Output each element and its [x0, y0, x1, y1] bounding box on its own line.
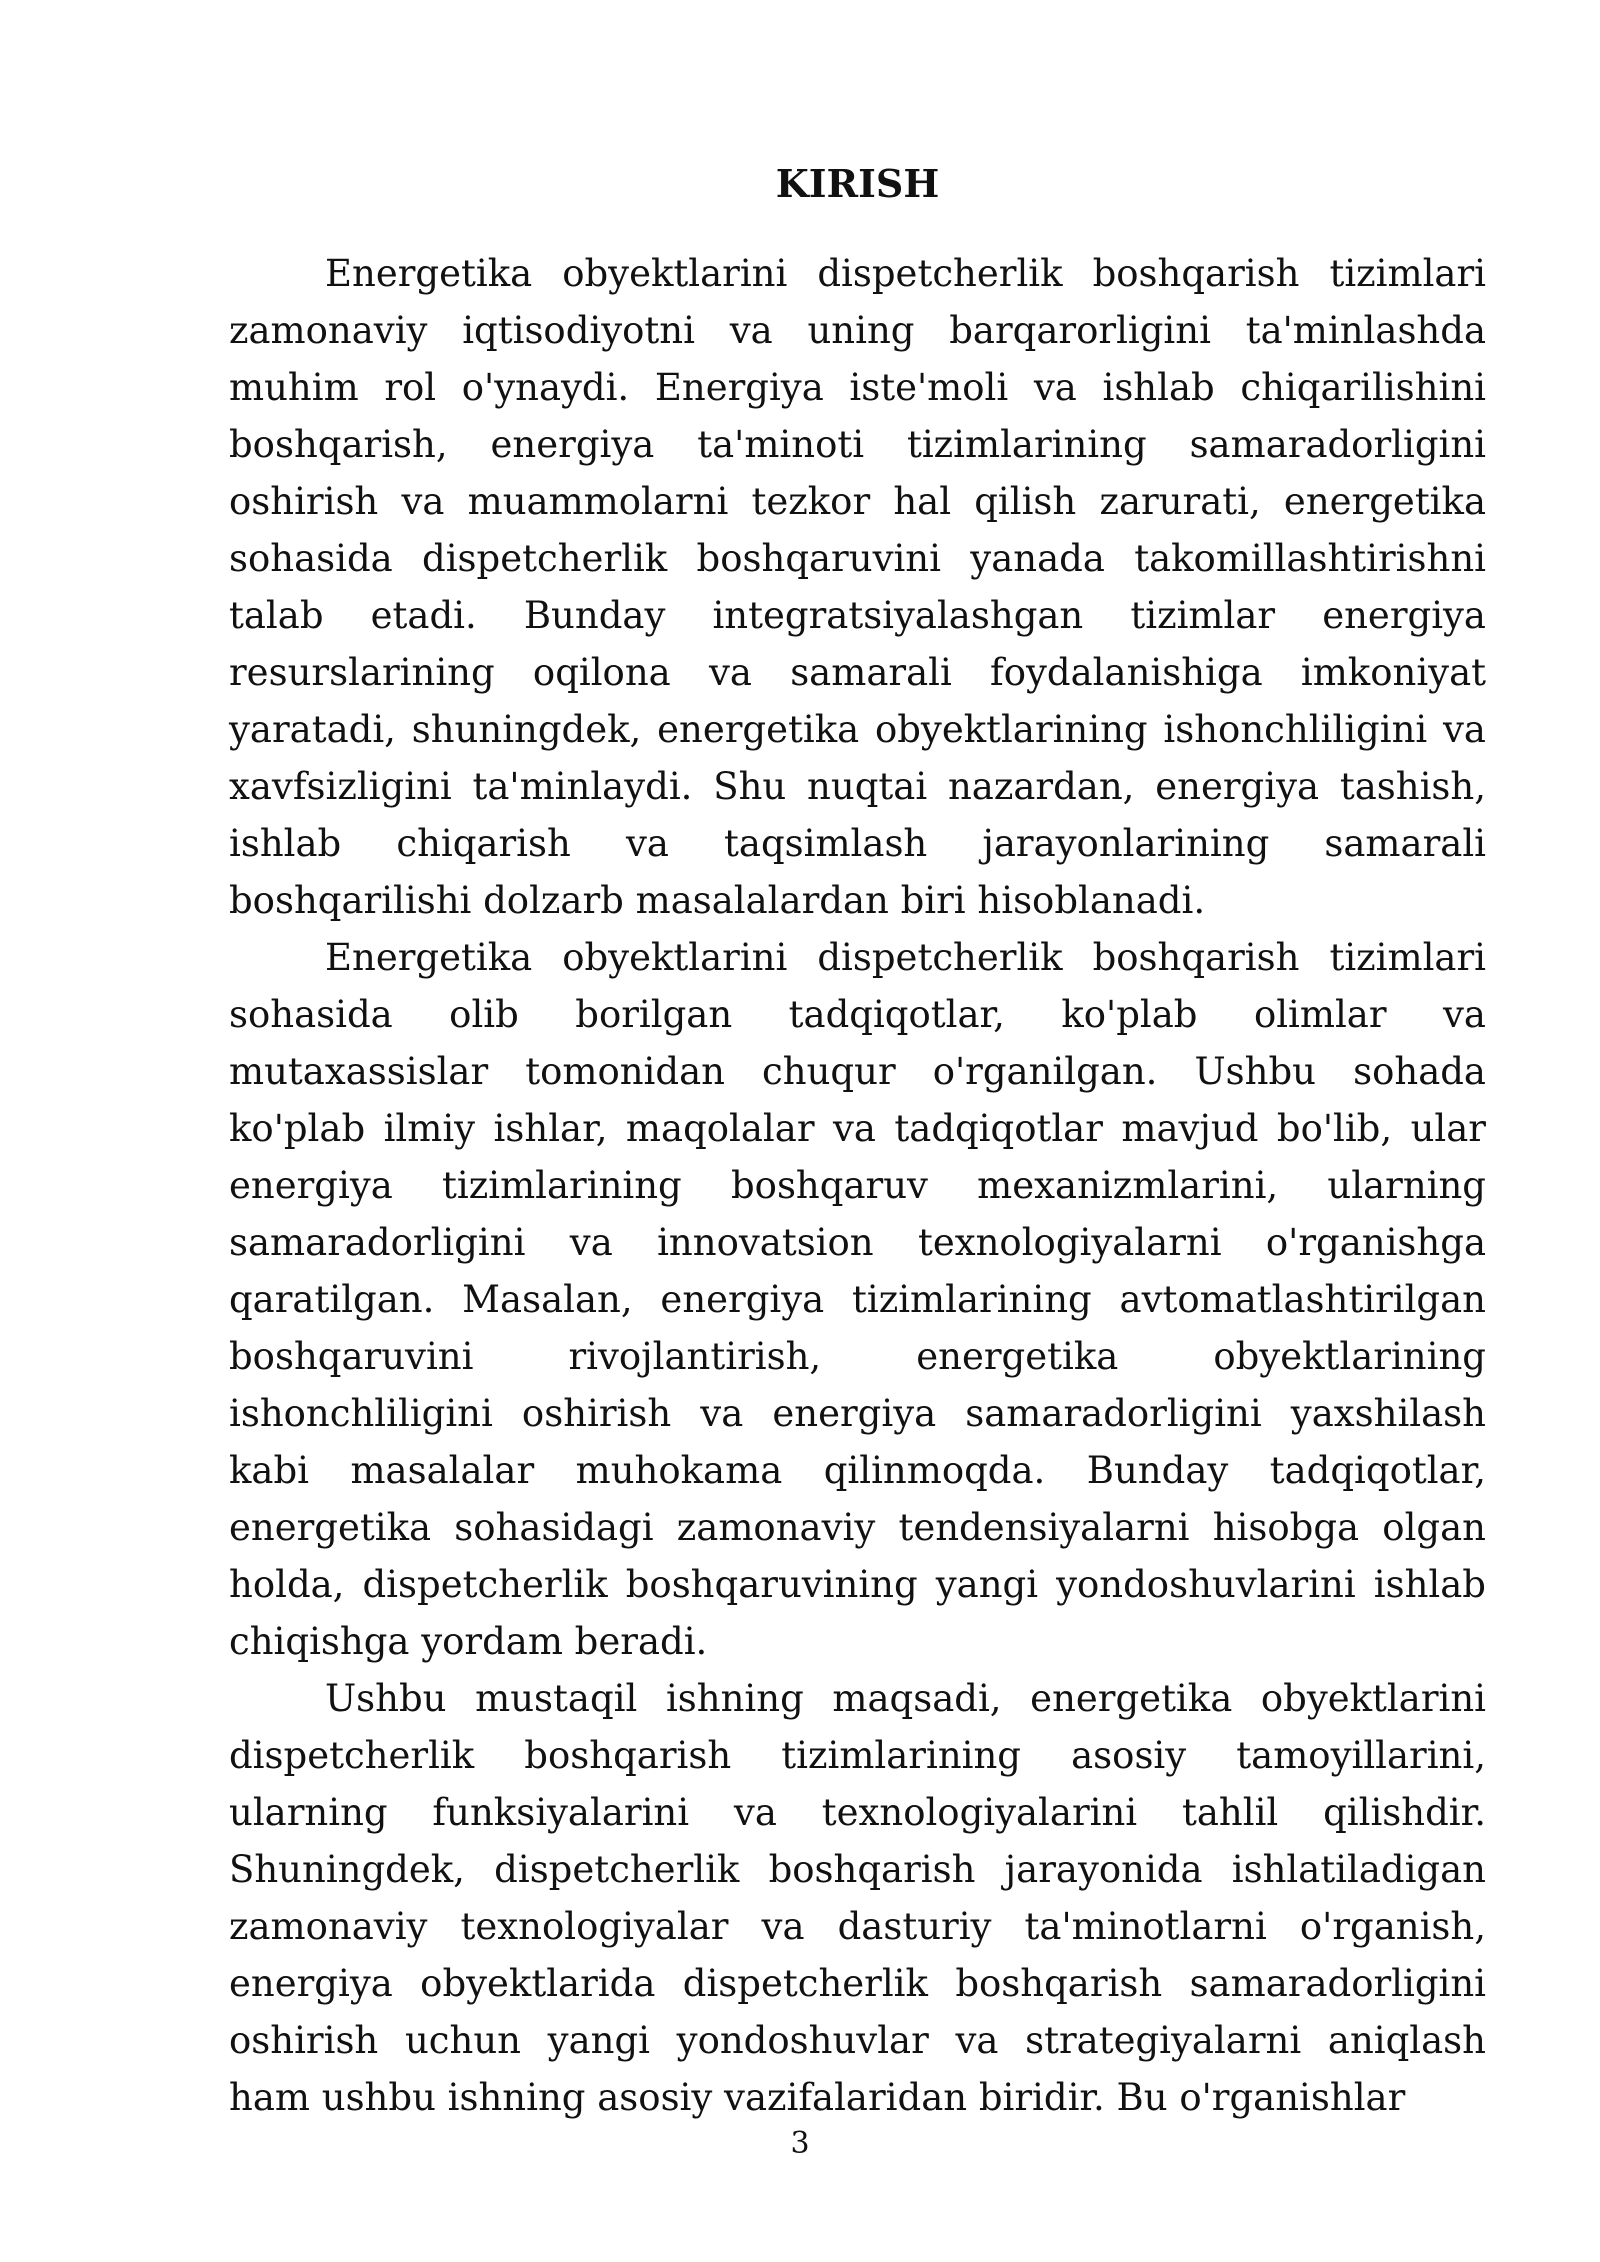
paragraph-1: Energetika obyektlarini dispetcherlik boshqarish tizimlari zamonaviy iqtisodiyotni va uning barqarorligini ta'minlashda muhim rol o'ynaydi. Energiya iste'moli va ishlab chiqarilishini boshqarish, energiya ta'minoti tizimlarining samaradorligini oshirish va muammolarni tezkor hal qilish zarurati, energetika sohasida dispetcherlik boshqaruvini yanada takomillashtirishni talab etadi. Bunday integratsiyalashgan tizimlar energiya resurslarining oqilona va samarali foydalanishiga imkoniyat yaratadi, shuningdek, energetika obyektlarining ishonchliligini va xavfsizligini ta'minlaydi. Shu nuqtai nazardan, energiya tashish, ishlab chiqarish va taqsimlash jarayonlarining samarali boshqarilishi dolzarb masalalardan biri hisoblanadi.	[229, 252, 1486, 922]
paragraph-2: Energetika obyektlarini dispetcherlik boshqarish tizimlari sohasida olib borilgan tadqiqotlar, ko'plab olimlar va mutaxassislar tomonidan chuqur o'rganilgan. Ushbu sohada ko'plab ilmiy ishlar, maqolalar va tadqiqotlar mavjud bo'lib, ular energiya tizimlarining boshqaruv mexanizmlarini, ularning samaradorligini va innovatsion texnologiyalarni o'rganishga qaratilgan. Masalan, energiya tizimlarining avtomatlashtirilgan boshqaruvini rivojlantirish, energetika obyektlarining ishonchliligini oshirish va energiya samaradorligini yaxshilash kabi masalalar muhokama qilinmoqda. Bunday tadqiqotlar, energetika sohasidagi zamonaviy tendensiyalarni hisobga olgan holda, dispetcherlik boshqaruvining yangi yondoshuvlarini ishlab chiqishga yordam beradi.	[229, 936, 1486, 1663]
page-number: 3	[790, 2126, 810, 2161]
body-text	[229, 245, 1486, 2126]
page-title: KIRISH	[775, 161, 940, 206]
paragraph-3: Ushbu mustaqil ishning maqsadi, energetika obyektlarini dispetcherlik boshqarish tizimlarining asosiy tamoyillarini, ularning funksiyalarini va texnologiyalarini tahlil qilishdir. Shuningdek, dispetcherlik boshqarish jarayonida ishlatiladigan zamonaviy texnologiyalar va dasturiy ta'minotlarni o'rganish, energiya obyektlarida dispetcherlik boshqarish samaradorligini oshirish uchun yangi yondoshuvlar va strategiyalarni aniqlash ham ushbu ishning asosiy vazifalaridan biridir. Bu o'rganishlar	[229, 1677, 1486, 2119]
